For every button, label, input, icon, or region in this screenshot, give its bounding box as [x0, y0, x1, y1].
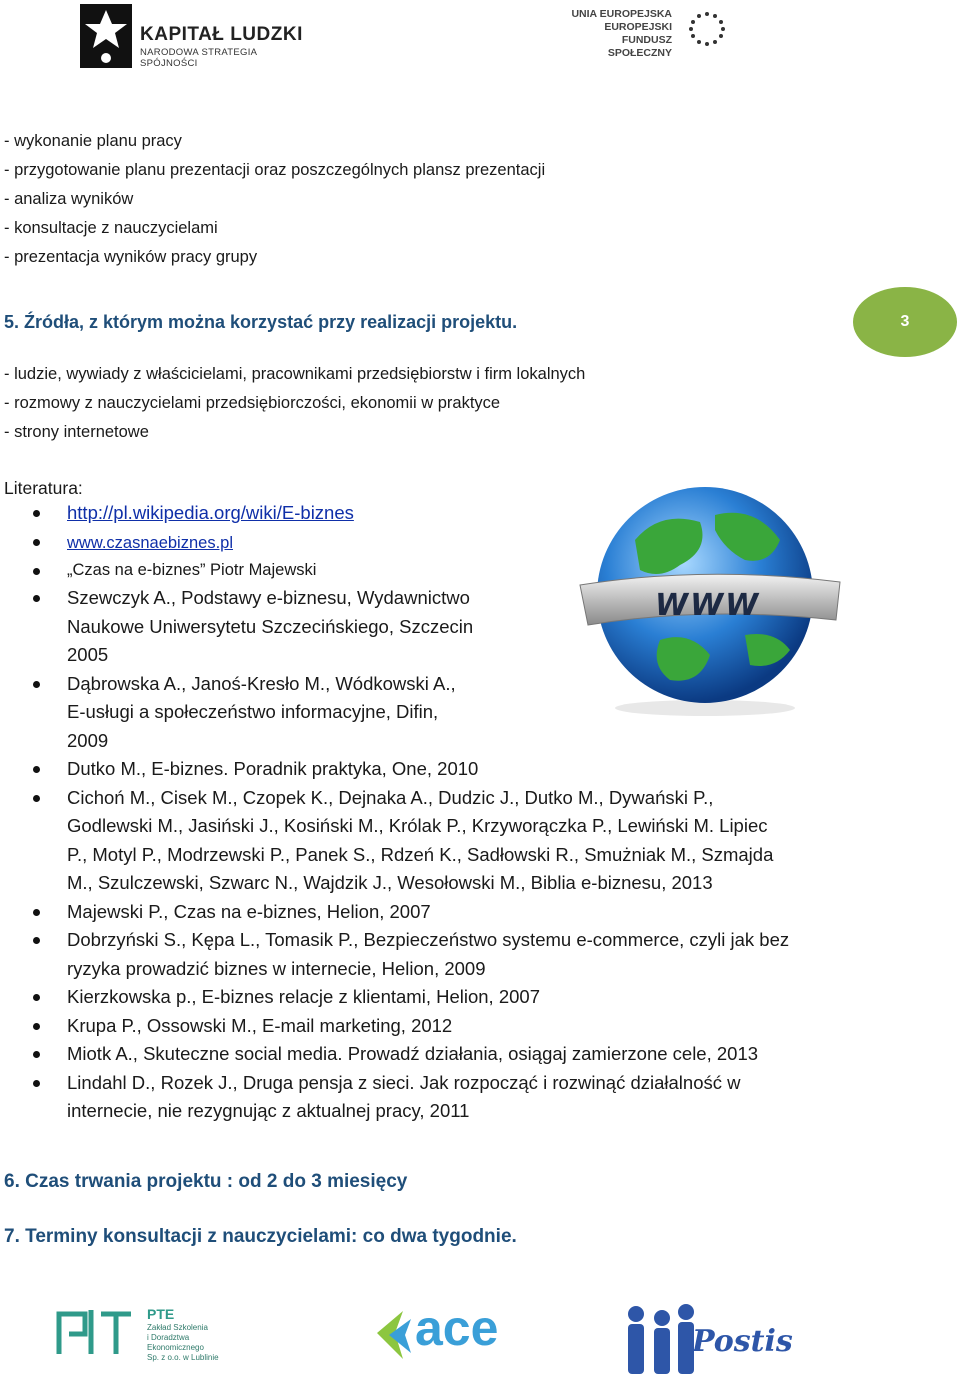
- literature-list: [0, 499, 900, 1126]
- entry-line: M., Szulczewski, Szwarc N., Wajdzik J., Wesołowski M., Biblia e-biznesu, 2013: [67, 872, 713, 893]
- kapital-ludzki-subtitle: NARODOWA STRATEGIA SPÓJNOŚCI: [140, 47, 257, 69]
- pte-line-1: Zakład Szkolenia: [147, 1323, 208, 1332]
- page-number-badge: 3: [853, 287, 957, 357]
- sources-list: [4, 360, 585, 447]
- entry-line: ryzyka prowadzić biznes w internecie, Helion, 2009: [67, 957, 486, 979]
- task-item: - analiza wyników: [4, 190, 134, 208]
- list-item: [0, 499, 900, 528]
- list-item: [0, 784, 900, 898]
- entry-line: internecie, nie rezygnując z aktualnej pracy, 2011: [67, 1100, 470, 1121]
- list-item: [0, 528, 900, 558]
- eu-text: [560, 8, 672, 60]
- section-5-heading: 5. Źródła, z którym można korzystać przy realizacji projektu.: [4, 312, 518, 332]
- task-item: - przygotowanie planu prezentacji oraz poszczególnych plansz prezentacji: [4, 161, 546, 179]
- list-item: Krupa P., Ossowski M., E-mail marketing, 2012: [0, 1012, 900, 1041]
- pte-line-2: i Doradztwa Ekonomicznego: [147, 1333, 204, 1352]
- task-item: - prezentacja wyników pracy grupy: [4, 248, 258, 266]
- literature-label: Literatura:: [4, 478, 83, 498]
- list-item: „Czas na e-biznes” Piotr Majewski: [0, 557, 900, 584]
- entry-line: Godlewski M., Jasiński J., Kosiński M., Królak P., Krzyworączka P., Lewiński M. Lipiec: [67, 815, 768, 836]
- globe-www-label: WWW: [655, 588, 761, 623]
- entry-line: 2005: [67, 644, 109, 665]
- section-7-heading: 7. Terminy konsultacji z nauczycielami: co dwa tygodnie.: [4, 1226, 517, 1247]
- kapital-ludzki-logo: [78, 2, 308, 72]
- source-item: - strony internetowe: [4, 423, 149, 441]
- section-6-heading: 6. Czas trwania projektu : od 2 do 3 miesięcy: [4, 1171, 408, 1192]
- kapital-ludzki-title: KAPITAŁ LUDZKI: [140, 24, 303, 45]
- source-item: - ludzie, wywiady z właścicielami, pracownikami przedsiębiorstw i firm lokalnych: [4, 365, 586, 383]
- eu-line-2: EUROPEJSKI: [604, 21, 672, 33]
- ace-arrow-icon: [375, 1307, 415, 1363]
- postis-figures-icon: [622, 1300, 702, 1376]
- entry-line: E-usługi a społeczeństwo informacyjne, Difin,: [67, 701, 439, 722]
- list-item: [0, 926, 900, 983]
- pte-logo: [55, 1306, 235, 1362]
- list-item: Miotk A., Skuteczne social media. Prowadź działania, osiągaj zamierzone cele, 2013: [0, 1040, 900, 1069]
- entry-line: 2009: [67, 729, 109, 751]
- pte-title: PTE: [147, 1306, 175, 1322]
- eu-line-1: UNIA EUROPEJSKA: [571, 8, 672, 20]
- list-item: Dutko M., E-biznes. Poradnik praktyka, One, 2010: [0, 755, 900, 784]
- task-item: - wykonanie planu pracy: [4, 132, 182, 150]
- task-list: [4, 127, 545, 272]
- postis-logo: [622, 1300, 812, 1376]
- list-item: [0, 584, 900, 670]
- list-item: [0, 1069, 900, 1126]
- entry-line: Dąbrowska A., Janoś-Kresło M., Wódkowski A.,: [67, 672, 456, 694]
- list-item: [0, 670, 900, 756]
- task-item: - konsultacje z nauczycielami: [4, 219, 218, 237]
- postis-text: Postis: [692, 1324, 793, 1359]
- entry-line: Dobrzyński S., Kępa L., Tomasik P., Bezpieczeństwo systemu e-commerce, czyli jak bez: [67, 929, 790, 950]
- czasnaebiznes-link[interactable]: www.czasnaebiznes.pl: [67, 533, 233, 552]
- kapital-ludzki-emblem-icon: [78, 2, 134, 70]
- entry-line: P., Motyl P., Modrzewski P., Panek S., Rdzeń K., Sadłowski R., Smużniak M., Szmajda: [67, 843, 774, 865]
- pte-subtitle: [147, 1323, 235, 1363]
- ace-text: ace: [415, 1300, 499, 1356]
- eu-logo: [560, 8, 740, 59]
- entry-line: Naukowe Uniwersytetu Szczecińskiego, Szczecin: [67, 615, 474, 637]
- entry-line: Lindahl D., Rozek J., Druga pensja z sieci. Jak rozpocząć i rozwinąć działalność w: [67, 1071, 741, 1093]
- pte-emblem-icon: [55, 1306, 137, 1358]
- list-item: Kierzkowska p., E-biznes relacje z klientami, Helion, 2007: [0, 983, 900, 1012]
- entry-line: Cichoń M., Cisek M., Czopek K., Dejnaka A., Dudzic J., Dutko M., Dywański P.,: [67, 786, 714, 808]
- entry-line: Szewczyk A., Podstawy e-biznesu, Wydawnictwo: [67, 587, 470, 608]
- ace-logo: [375, 1300, 505, 1365]
- eu-line-3: FUNDUSZ SPOŁECZNY: [607, 34, 672, 59]
- eu-flag-icon: [678, 8, 736, 50]
- list-item: Majewski P., Czas na e-biznes, Helion, 2007: [0, 898, 900, 927]
- wikipedia-link[interactable]: http://pl.wikipedia.org/wiki/E-biznes: [67, 502, 354, 523]
- source-item: - rozmowy z nauczycielami przedsiębiorczości, ekonomii w praktyce: [4, 394, 501, 412]
- pte-line-3: Sp. z o.o. w Lublinie: [147, 1353, 219, 1362]
